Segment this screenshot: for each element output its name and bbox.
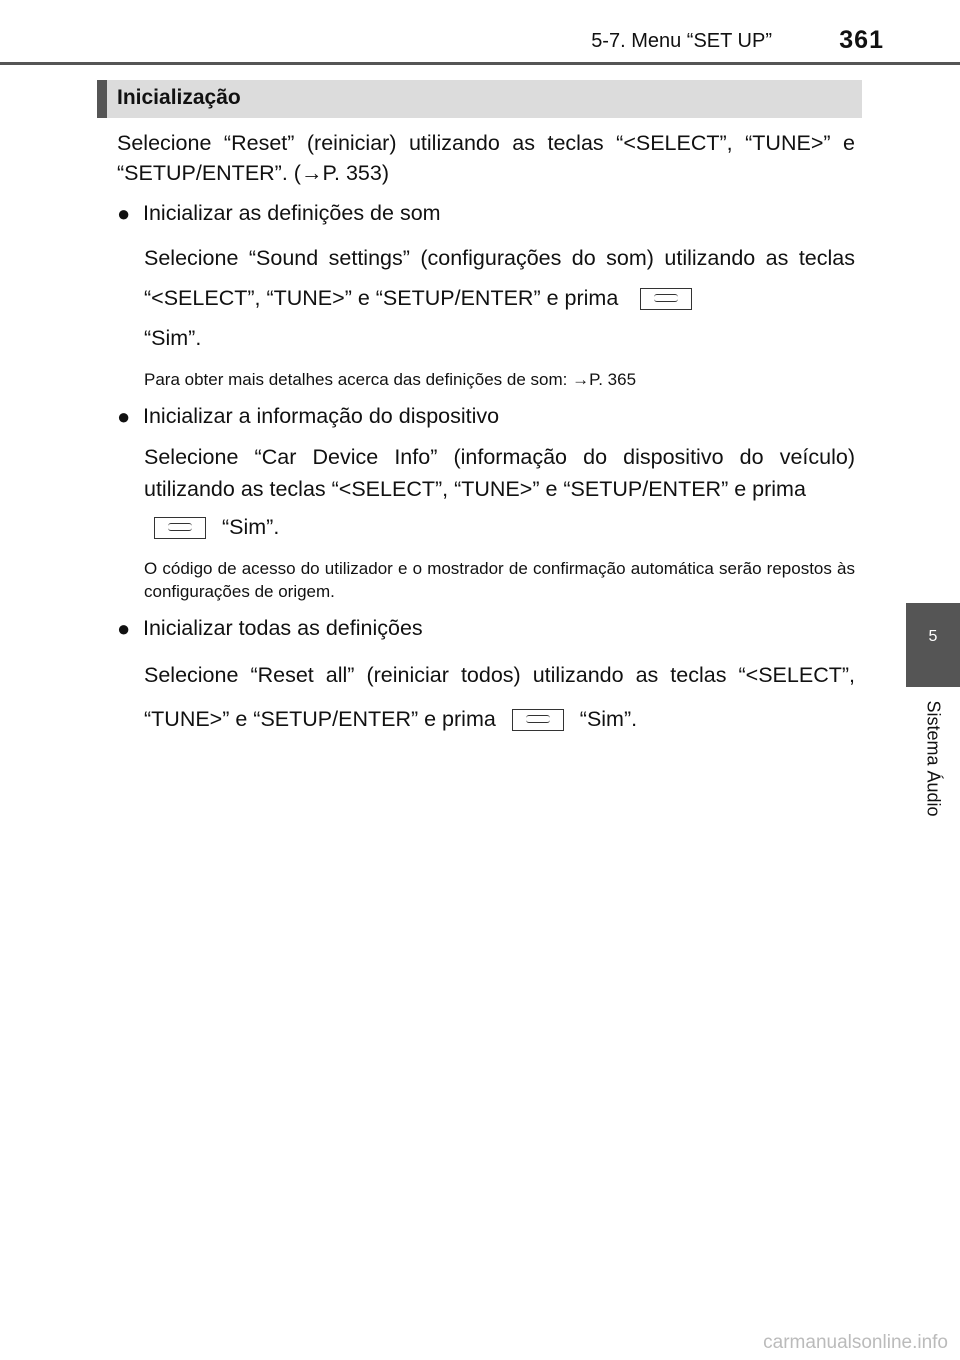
list-item <box>117 401 855 603</box>
bullet-heading-text: Inicializar as definições de som <box>143 201 441 225</box>
header-rule <box>0 62 960 65</box>
watermark: carmanualsonline.info <box>763 1332 948 1353</box>
bullet-heading <box>117 613 855 643</box>
step-after: “Sim”. <box>221 515 280 539</box>
bullet-heading-text: Inicializar a informação do dispositivo <box>143 404 500 428</box>
chapter-label-text: Sistema Áudio <box>923 700 944 817</box>
bullet-heading <box>117 198 855 228</box>
chapter-number: 5 <box>928 628 938 645</box>
step-before: Selecione “Sound settings” (configurações do som) utilizando as teclas “<SELECT”, “TUNE>” e “SETUP/ENTER” e prima <box>144 246 855 310</box>
step-after: “Sim”. <box>144 326 202 350</box>
bullet-icon: ● <box>117 616 131 641</box>
bullet-icon: ● <box>117 201 131 226</box>
section-heading-bar <box>97 80 862 118</box>
key-icon <box>154 517 206 539</box>
key-icon <box>512 709 564 731</box>
page-number: 361 <box>839 26 884 54</box>
step-before: Selecione “Car Device Info” (informação do dispositivo do veículo) utilizando as teclas “<SELECT”, “TUNE>” e “SETUP/ENTER” e prima <box>144 445 855 501</box>
step-line <box>144 238 855 318</box>
key-icon <box>640 288 692 310</box>
step-before: Selecione “Reset all” (reiniciar todos) utilizando as teclas “<SELECT”, “TUNE>” e “SETUP/ENTER” e prima <box>144 663 855 731</box>
bullet-heading-text: Inicializar todas as definições <box>143 616 423 640</box>
section-title: Inicialização <box>117 86 241 109</box>
step-after-line <box>117 318 855 358</box>
step-text <box>117 238 855 318</box>
step-after-line <box>117 507 855 547</box>
bullet-icon: ● <box>117 404 131 429</box>
note-text: O código de acesso do utilizador e o mostrador de confirmação automática serão repostos às configurações de origem. <box>144 559 855 601</box>
bullet-heading <box>117 401 855 431</box>
note-text: Para obter mais detalhes acerca das definições de som: →P. 365 <box>144 370 637 389</box>
step-after: “Sim”. <box>579 707 638 731</box>
list-item <box>117 613 855 741</box>
intro-paragraph: Selecione “Reset” (reiniciar) utilizando as teclas “<SELECT”, “TUNE>” e “SETUP/ENTER”. (→P. 353) <box>117 131 855 185</box>
step-text <box>117 653 855 741</box>
header-title: 5-7. Menu “SET UP” <box>591 30 772 52</box>
list-item <box>117 198 855 391</box>
page-content <box>117 128 855 741</box>
